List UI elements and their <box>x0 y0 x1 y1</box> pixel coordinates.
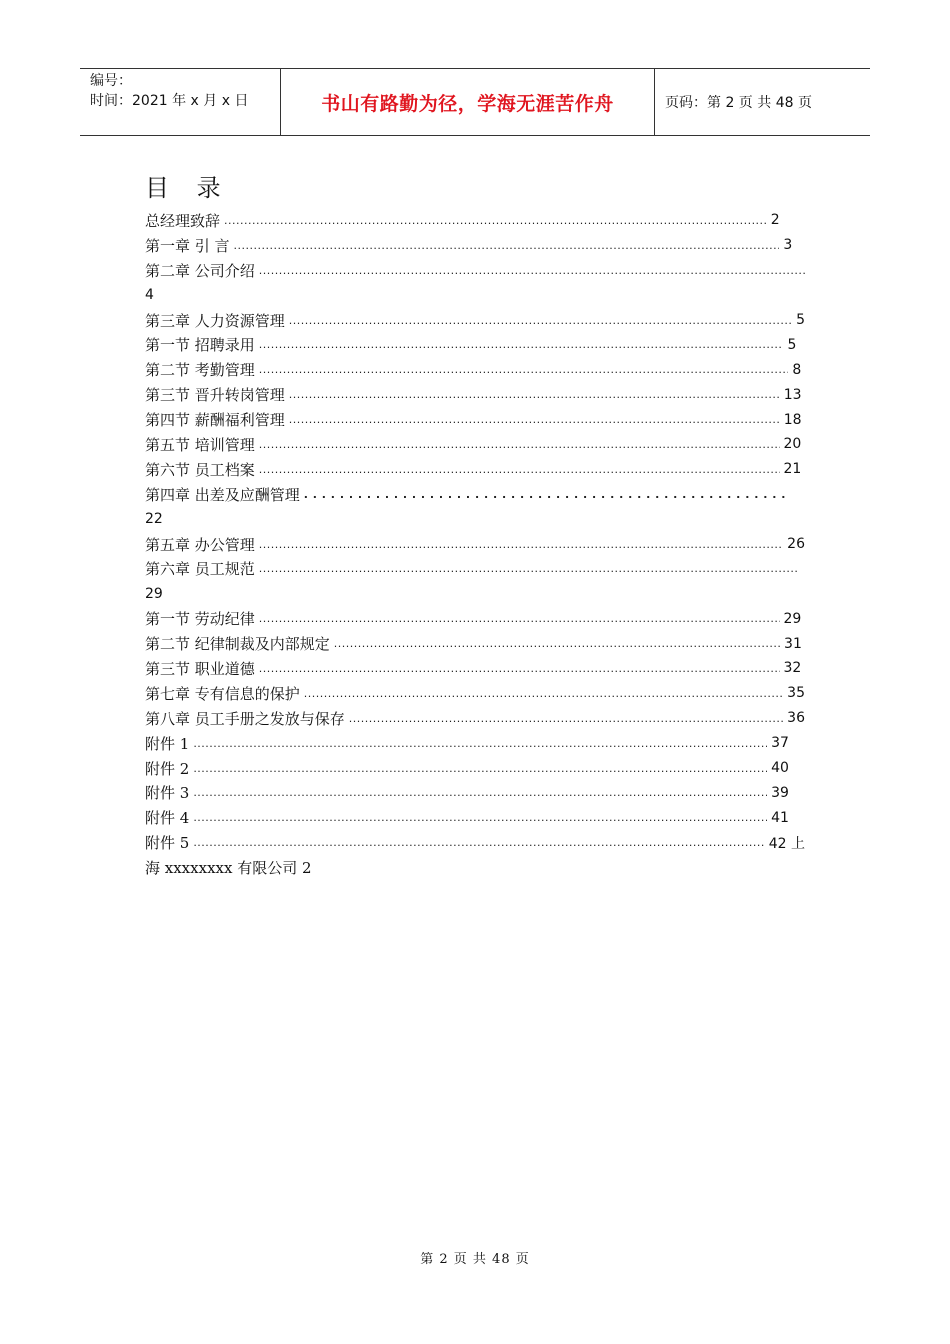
toc-entry[interactable] <box>145 382 805 407</box>
toc-entry[interactable] <box>145 432 805 457</box>
toc-leader-dots <box>259 662 780 675</box>
toc-entry[interactable] <box>145 208 805 233</box>
toc-entry-page: 21 <box>783 461 802 478</box>
toc-entry-label: 附件 5 <box>145 834 190 853</box>
toc-leader-dots <box>259 538 783 551</box>
page-header <box>80 68 870 136</box>
toc-entry-page: 39 <box>771 784 789 801</box>
toc-entry-label: 第一章 引 言 <box>145 236 230 255</box>
document-date: 时间：2021 年 x 月 x 日 <box>90 93 249 109</box>
toc-entry[interactable] <box>145 532 805 557</box>
toc-entry-label: 第三节 职业道德 <box>145 659 255 678</box>
toc-leader-dots <box>259 264 805 277</box>
toc-entry-label: 第三章 人力资源管理 <box>145 311 285 330</box>
toc-entry-label: 附件 4 <box>145 809 190 828</box>
toc-entry[interactable] <box>145 332 805 357</box>
document-number-label: 编号： <box>90 73 132 89</box>
toc-entry-page: 37 <box>771 735 789 752</box>
header-meta <box>80 69 281 135</box>
toc-entry-page: 3 <box>783 237 793 254</box>
toc-entry[interactable] <box>145 731 805 756</box>
toc-entry-page: 29 <box>783 610 802 627</box>
toc-entry-page: 41 <box>771 809 789 826</box>
toc-entry[interactable] <box>145 556 805 581</box>
toc-entry-label: 第六章 员工规范 <box>145 560 255 579</box>
toc-leader-dots <box>193 762 767 775</box>
toc-entry-label: 第七章 专有信息的保护 <box>145 684 300 703</box>
toc-entry-label: 海 xxxxxxxx 有限公司 2 <box>145 859 312 878</box>
toc-leader-dots <box>259 338 784 351</box>
toc-entry-page: 2 <box>770 212 780 229</box>
toc-leader-dots <box>289 388 780 401</box>
header-motto: 书山有路勤为径，学海无涯苦作舟 <box>281 69 655 135</box>
toc-entry-page: 5 <box>796 312 805 328</box>
toc-leader-dots <box>193 836 764 849</box>
toc-leader-dots <box>304 687 783 700</box>
toc-entry[interactable] <box>145 233 805 258</box>
toc-entry-label: 第四节 薪酬福利管理 <box>145 411 285 430</box>
toc-entry-page: 5 <box>787 336 797 353</box>
toc-entry-label: 附件 1 <box>145 734 190 753</box>
toc-entry[interactable] <box>145 780 805 805</box>
toc-entry-label: 附件 3 <box>145 784 190 803</box>
toc-leader-dots <box>259 612 780 625</box>
toc-entry[interactable] <box>145 606 805 631</box>
toc-leader-dots <box>349 712 783 725</box>
toc-entry-label: 第八章 员工手册之发放与保存 <box>145 709 345 728</box>
toc-entry-label: 第二节 纪律制裁及内部规定 <box>145 635 330 654</box>
toc-entry-label: 第二章 公司介绍 <box>145 261 255 280</box>
toc-leader-dots <box>193 786 767 799</box>
toc-entry-page: 20 <box>783 436 802 453</box>
toc-leader-dots <box>193 811 767 824</box>
toc-entry[interactable] <box>145 308 805 333</box>
toc-leader-dots <box>259 438 780 451</box>
toc-entry[interactable] <box>145 407 805 432</box>
toc-entry-label: 第三节 晋升转岗管理 <box>145 386 285 405</box>
toc-entry-page: 18 <box>783 411 802 428</box>
toc-entry-page: 35 <box>787 685 805 702</box>
toc-leader-dots <box>289 314 792 327</box>
toc-entry[interactable] <box>145 681 805 706</box>
toc-entry[interactable] <box>145 482 805 507</box>
toc-entry-label: 附件 2 <box>145 759 190 778</box>
toc-entry[interactable] <box>145 631 805 656</box>
toc-entry[interactable] <box>145 258 805 283</box>
toc-entry-label: 第一节 招聘录用 <box>145 336 255 355</box>
toc-entry[interactable] <box>145 855 805 880</box>
toc-leader-dots <box>259 363 789 376</box>
header-page-info: 页码：第 2 页 共 48 页 <box>665 95 812 111</box>
toc-entry-page: 26 <box>787 536 805 553</box>
toc-entry-label: 第二节 考勤管理 <box>145 361 255 380</box>
toc-entry-label: 第四章 出差及应酬管理 <box>145 485 300 504</box>
toc-leader-dots <box>304 488 789 501</box>
toc-entry-page: 8 <box>792 361 802 378</box>
toc-entry-page-continued[interactable]: 22 <box>145 511 163 528</box>
toc-entry-page: 32 <box>783 660 802 677</box>
toc-entry-page: 31 <box>784 635 802 652</box>
toc-leader-dots <box>334 637 780 650</box>
toc-leader-dots <box>259 463 780 476</box>
toc-entry[interactable] <box>145 656 805 681</box>
toc-entry-label: 第一节 劳动纪律 <box>145 610 255 629</box>
toc-entry-page: 36 <box>787 710 805 727</box>
toc-entry[interactable] <box>145 805 805 830</box>
toc-entry[interactable] <box>145 830 805 855</box>
toc-entry-page: 40 <box>771 760 789 777</box>
toc-leader-dots <box>234 239 780 252</box>
toc-entry-page: 42 上 <box>768 835 805 852</box>
toc-entry-label: 第五章 办公管理 <box>145 535 255 554</box>
toc-entry-label: 总经理致辞 <box>145 211 221 230</box>
table-of-contents <box>145 208 805 880</box>
toc-entry-page: 13 <box>783 386 802 403</box>
toc-entry[interactable] <box>145 706 805 731</box>
toc-leader-dots <box>193 737 767 750</box>
toc-title: 目 录 <box>145 174 231 202</box>
page-footer: 第 2 页 共 48 页 <box>420 1252 530 1267</box>
toc-leader-dots <box>259 562 798 575</box>
toc-leader-dots <box>224 214 767 227</box>
toc-entry-label: 第五节 培训管理 <box>145 435 255 454</box>
toc-entry[interactable] <box>145 457 805 482</box>
toc-entry-label: 第六节 员工档案 <box>145 460 255 479</box>
toc-entry[interactable] <box>145 357 805 382</box>
toc-entry-page-continued[interactable]: 29 <box>145 585 163 602</box>
toc-entry-page-continued[interactable]: 4 <box>145 287 154 304</box>
toc-entry[interactable] <box>145 756 805 781</box>
toc-leader-dots <box>289 413 780 426</box>
